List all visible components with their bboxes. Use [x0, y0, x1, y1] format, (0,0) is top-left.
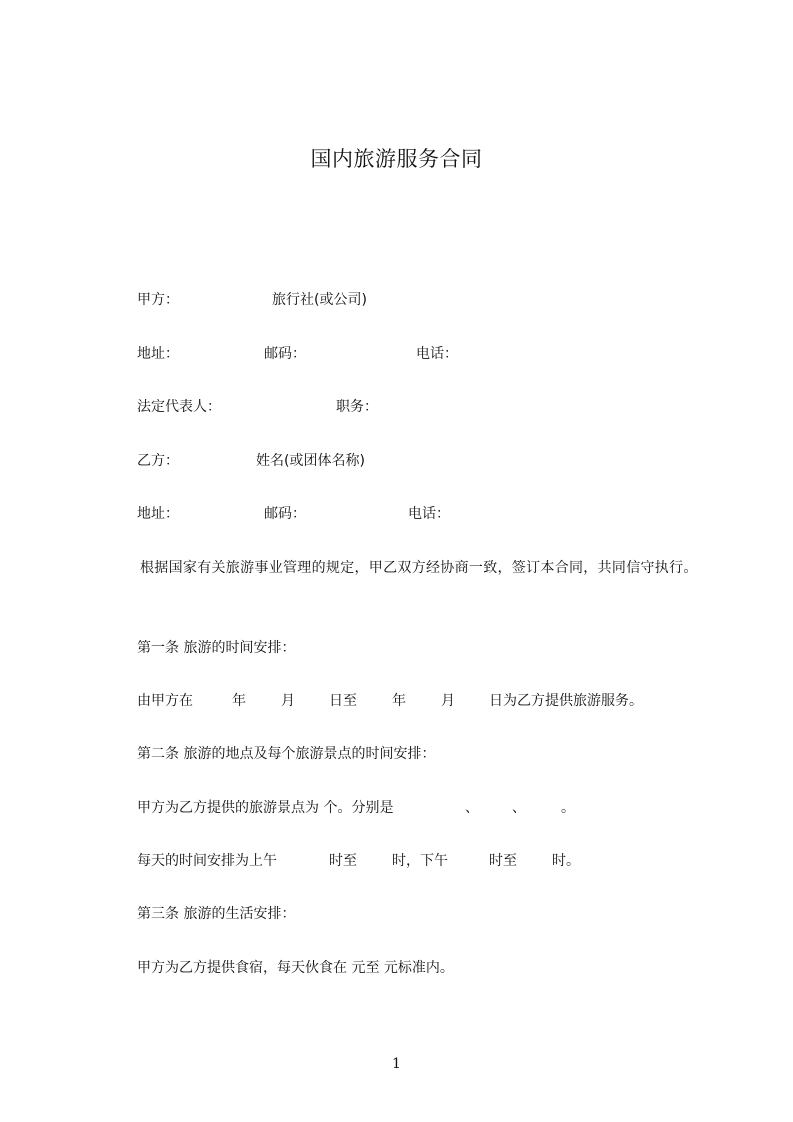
party-a-label: 甲方： [137, 292, 179, 308]
party-b-phone-label: 电话： [408, 506, 450, 522]
article3-heading: 第三条 旅游的生活安排： [137, 906, 296, 922]
article1-part: 日至 [329, 693, 357, 709]
article3-meals-line: 甲方为乙方提供食宿，每天伙食在 元至 元标准内。 [137, 960, 454, 976]
article2-heading: 第二条 旅游的地点及每个旅游景点的时间安排： [137, 746, 436, 762]
party-b-line [0, 452, 793, 470]
party-a-suffix: 旅行社(或公司) [272, 292, 367, 308]
article1-part: 月 [281, 693, 295, 709]
article1-part: 年 [392, 693, 406, 709]
party-b-postcode-label: 邮码： [264, 506, 306, 522]
preamble-paragraph: 根据国家有关旅游事业管理的规定，甲乙双方经协商一致，签订本合同，共同信守执行。 [140, 560, 698, 576]
article1-time-line [0, 692, 793, 710]
article2-line1-part: 甲方为乙方提供的旅游景点为 个。分别是 [137, 800, 394, 816]
article1-part: 日为乙方提供旅游服务。 [489, 693, 643, 709]
article1-heading: 第一条 旅游的时间安排： [137, 640, 296, 656]
article2-attractions-line [0, 799, 793, 817]
article2-line2-part: 每天的时间安排为上午 [137, 853, 277, 869]
article2-line1-part: 、 [512, 800, 526, 816]
party-a-line [0, 291, 793, 309]
contract-title: 国内旅游服务合同 [310, 147, 483, 171]
article2-line2-part: 时至 [329, 853, 357, 869]
party-a-phone-label: 电话： [416, 346, 458, 362]
party-b-suffix: 姓名(或团体名称) [256, 453, 365, 469]
article2-line2-part: 时至 [489, 853, 517, 869]
article2-schedule-line [0, 852, 793, 870]
party-a-postcode-label: 邮码： [264, 346, 306, 362]
party-b-label: 乙方： [137, 453, 179, 469]
page-number: 1 [392, 1056, 401, 1072]
party-a-contact-line [0, 345, 793, 363]
article2-line1-part: 。 [561, 800, 575, 816]
party-b-contact-line [0, 505, 793, 523]
article1-part: 年 [232, 693, 246, 709]
legal-rep-label: 法定代表人： [137, 399, 221, 415]
article2-line1-part: 、 [465, 800, 479, 816]
position-label: 职务： [336, 399, 378, 415]
party-b-address-label: 地址： [137, 506, 179, 522]
party-a-address-label: 地址： [137, 346, 179, 362]
article1-part: 月 [441, 693, 455, 709]
article2-line2-part: 时。 [552, 853, 580, 869]
party-a-legal-rep-line [0, 398, 793, 416]
article2-line2-part: 时，下午 [392, 853, 448, 869]
article1-part: 由甲方在 [137, 693, 193, 709]
